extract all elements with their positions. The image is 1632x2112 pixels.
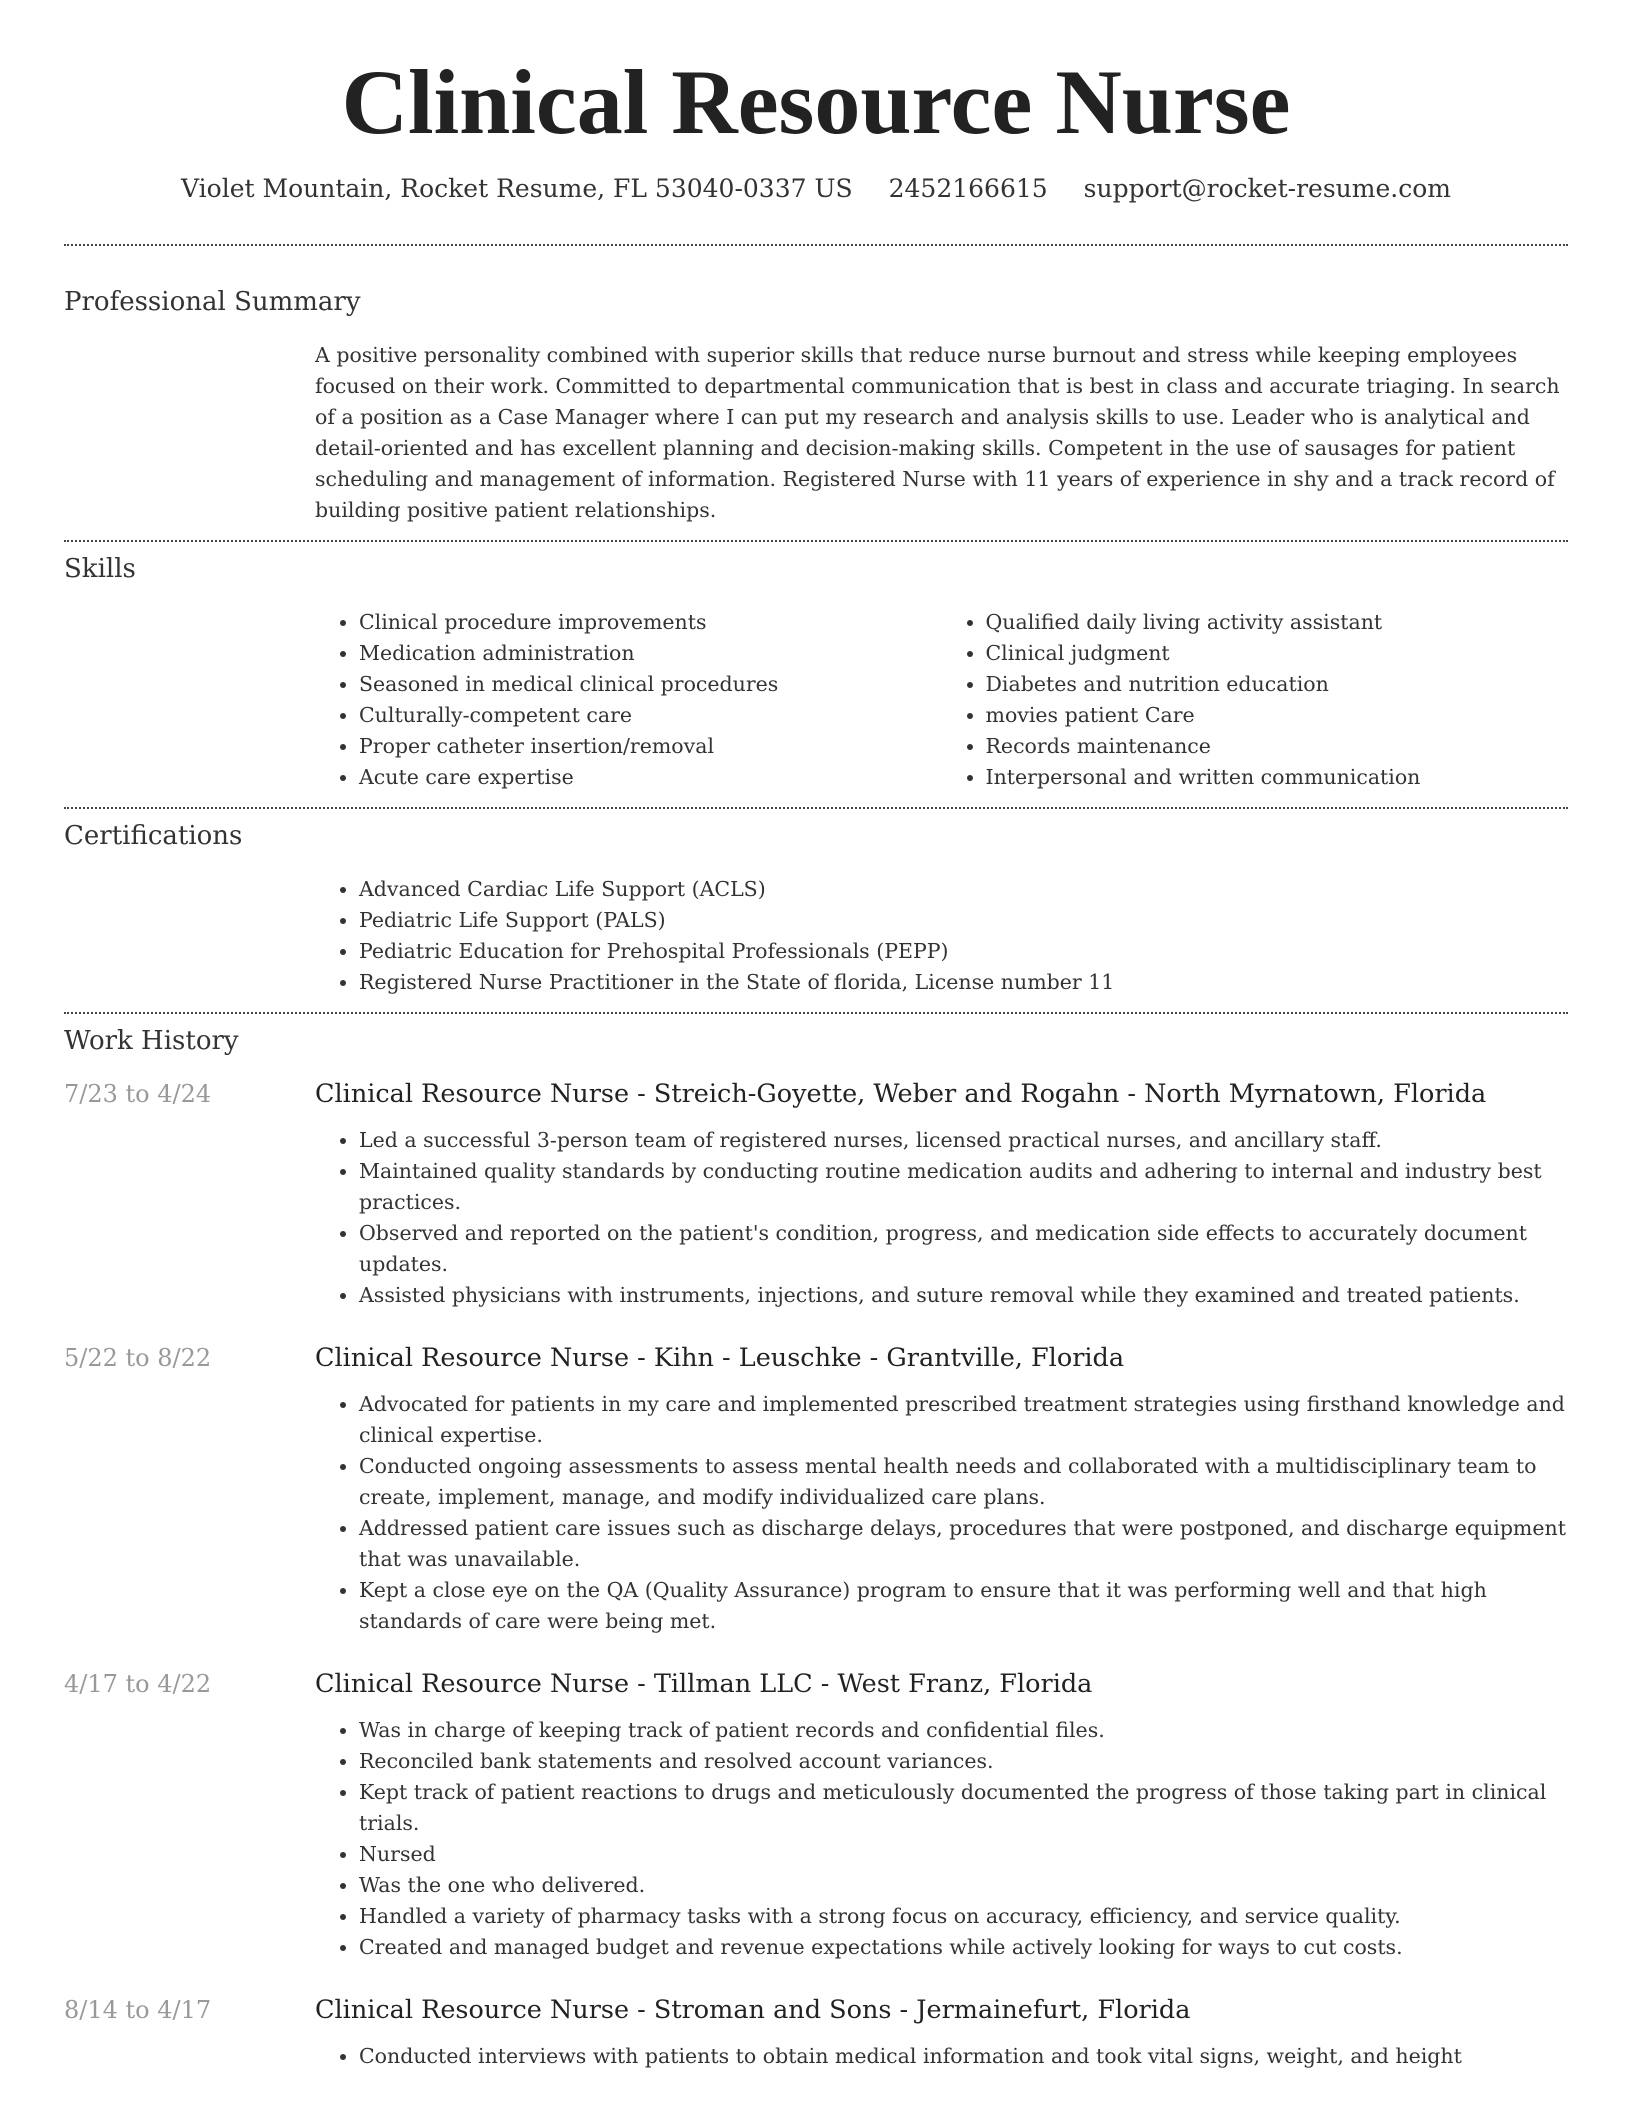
skill-item: • movies patient Care xyxy=(986,700,1569,731)
job-header xyxy=(64,1667,1568,1701)
skill-item: • Seasoned in medical clinical procedures xyxy=(359,669,942,700)
certifications-list xyxy=(315,874,1568,998)
job-bullet: • Was in charge of keeping track of patient records and confidential files. xyxy=(359,1715,1568,1746)
job-bullet: • Observed and reported on the patient's condition, progress, and medication side effects to accurately document updates. xyxy=(359,1218,1568,1280)
job-bullet: • Kept a close eye on the QA (Quality Assurance) program to ensure that it was performing well and that high standards of care were being met. xyxy=(359,1575,1568,1637)
certification-item: • Advanced Cardiac Life Support (ACLS) xyxy=(359,874,1568,905)
job-header xyxy=(64,1993,1568,2027)
work-history-title: Work History xyxy=(64,1026,239,1056)
skill-item: • Culturally-competent care xyxy=(359,700,942,731)
job-bullets xyxy=(315,1389,1568,1637)
job-title: Clinical Resource Nurse - Streich-Goyette, Weber and Rogahn - North Myrnatown, Florida xyxy=(315,1079,1487,1109)
section-divider xyxy=(64,1012,1568,1014)
skill-item: • Clinical judgment xyxy=(986,638,1569,669)
summary-title: Professional Summary xyxy=(64,287,361,317)
skills-list-right xyxy=(942,607,1569,793)
candidate-name: Clinical Resource Nurse xyxy=(341,51,1291,153)
job-dates: 5/22 to 8/22 xyxy=(64,1344,212,1372)
job-dates: 7/23 to 4/24 xyxy=(64,1080,212,1108)
contact-line xyxy=(0,172,1632,206)
job-title: Clinical Resource Nurse - Tillman LLC - West Franz, Florida xyxy=(315,1669,1093,1699)
job-bullets xyxy=(315,1125,1568,1311)
certifications-content xyxy=(315,874,1568,998)
job-bullet: • Addressed patient care issues such as discharge delays, procedures that were postponed, and discharge equipment that was unavailable. xyxy=(359,1513,1568,1575)
summary-section xyxy=(64,286,1568,526)
job-entry xyxy=(64,1667,1568,1963)
job-bullet: • Created and managed budget and revenue expectations while actively looking for ways to cut costs. xyxy=(359,1932,1568,1963)
job-bullet: • Conducted interviews with patients to obtain medical information and took vital signs, weight, and height xyxy=(359,2041,1568,2072)
skill-item: • Qualified daily living activity assistant xyxy=(986,607,1569,638)
skill-item: • Clinical procedure improvements xyxy=(359,607,942,638)
skill-item: • Interpersonal and written communication xyxy=(986,762,1569,793)
job-title: Clinical Resource Nurse - Stroman and Sons - Jermainefurt, Florida xyxy=(315,1995,1191,2025)
job-bullet: • Was the one who delivered. xyxy=(359,1870,1568,1901)
section-divider xyxy=(64,807,1568,809)
skill-item: • Diabetes and nutrition education xyxy=(986,669,1569,700)
job-dates: 8/14 to 4/17 xyxy=(64,1996,212,2024)
job-bullet: • Handled a variety of pharmacy tasks with a strong focus on accuracy, efficiency, and service quality. xyxy=(359,1901,1568,1932)
skills-content xyxy=(315,607,1568,793)
certification-item: • Pediatric Education for Prehospital Professionals (PEPP) xyxy=(359,936,1568,967)
job-entry xyxy=(64,1077,1568,1311)
job-header xyxy=(64,1077,1568,1111)
contact-address: Violet Mountain, Rocket Resume, FL 53040-0337 US xyxy=(181,174,853,203)
job-header xyxy=(64,1341,1568,1375)
skill-item: • Medication administration xyxy=(359,638,942,669)
job-bullet: • Advocated for patients in my care and implemented prescribed treatment strategies using firsthand knowledge and clinical expertise. xyxy=(359,1389,1568,1451)
job-bullet: • Maintained quality standards by conducting routine medication audits and adhering to internal and industry best practices. xyxy=(359,1156,1568,1218)
section-divider xyxy=(64,244,1568,246)
certifications-section xyxy=(64,820,1568,998)
skill-item: • Acute care expertise xyxy=(359,762,942,793)
job-bullet: • Led a successful 3-person team of registered nurses, licensed practical nurses, and ancillary staff. xyxy=(359,1125,1568,1156)
job-bullets xyxy=(315,2041,1568,2072)
job-bullet: • Conducted ongoing assessments to assess mental health needs and collaborated with a multidisciplinary team to create, implement, manage, and modify individualized care plans. xyxy=(359,1451,1568,1513)
certifications-title: Certifications xyxy=(64,821,243,851)
skills-section xyxy=(64,553,1568,793)
job-dates: 4/17 to 4/22 xyxy=(64,1670,212,1698)
certification-item: • Pediatric Life Support (PALS) xyxy=(359,905,1568,936)
job-entry xyxy=(64,1993,1568,2072)
skill-item: • Proper catheter insertion/removal xyxy=(359,731,942,762)
skill-item: • Records maintenance xyxy=(986,731,1569,762)
section-divider xyxy=(64,540,1568,542)
job-bullets xyxy=(315,1715,1568,1963)
job-bullet: • Kept track of patient reactions to drugs and meticulously documented the progress of those taking part in clinical trials. xyxy=(359,1777,1568,1839)
job-bullet: • Assisted physicians with instruments, injections, and suture removal while they examined and treated patients. xyxy=(359,1280,1568,1311)
summary-text: A positive personality combined with superior skills that reduce nurse burnout and stress while keeping employees focused on their work. Committed to departmental communication that is best in class and accurate triaging. In search of a position as a Case Manager where I can put my research and analysis skills to use. Leader who is analytical and detail-oriented and has excellent planning and decision-making skills. Competent in the use of sausages for patient scheduling and management of information. Registered Nurse with 11 years of experience in shy and a track record of building positive patient relationships. xyxy=(315,343,1560,522)
summary-content xyxy=(315,340,1568,526)
skills-list-left xyxy=(315,607,942,793)
contact-phone: 2452166615 xyxy=(888,174,1048,203)
job-bullet: • Nursed xyxy=(359,1839,1568,1870)
job-entry xyxy=(64,1341,1568,1637)
job-title: Clinical Resource Nurse - Kihn - Leuschke - Grantville, Florida xyxy=(315,1343,1125,1373)
resume-header xyxy=(0,0,1632,206)
skills-title: Skills xyxy=(64,554,136,584)
contact-email: support@rocket-resume.com xyxy=(1083,174,1451,203)
certification-item: • Registered Nurse Practitioner in the State of florida, License number 11 xyxy=(359,967,1568,998)
work-history-section xyxy=(64,1025,1568,2072)
job-bullet: • Reconciled bank statements and resolved account variances. xyxy=(359,1746,1568,1777)
